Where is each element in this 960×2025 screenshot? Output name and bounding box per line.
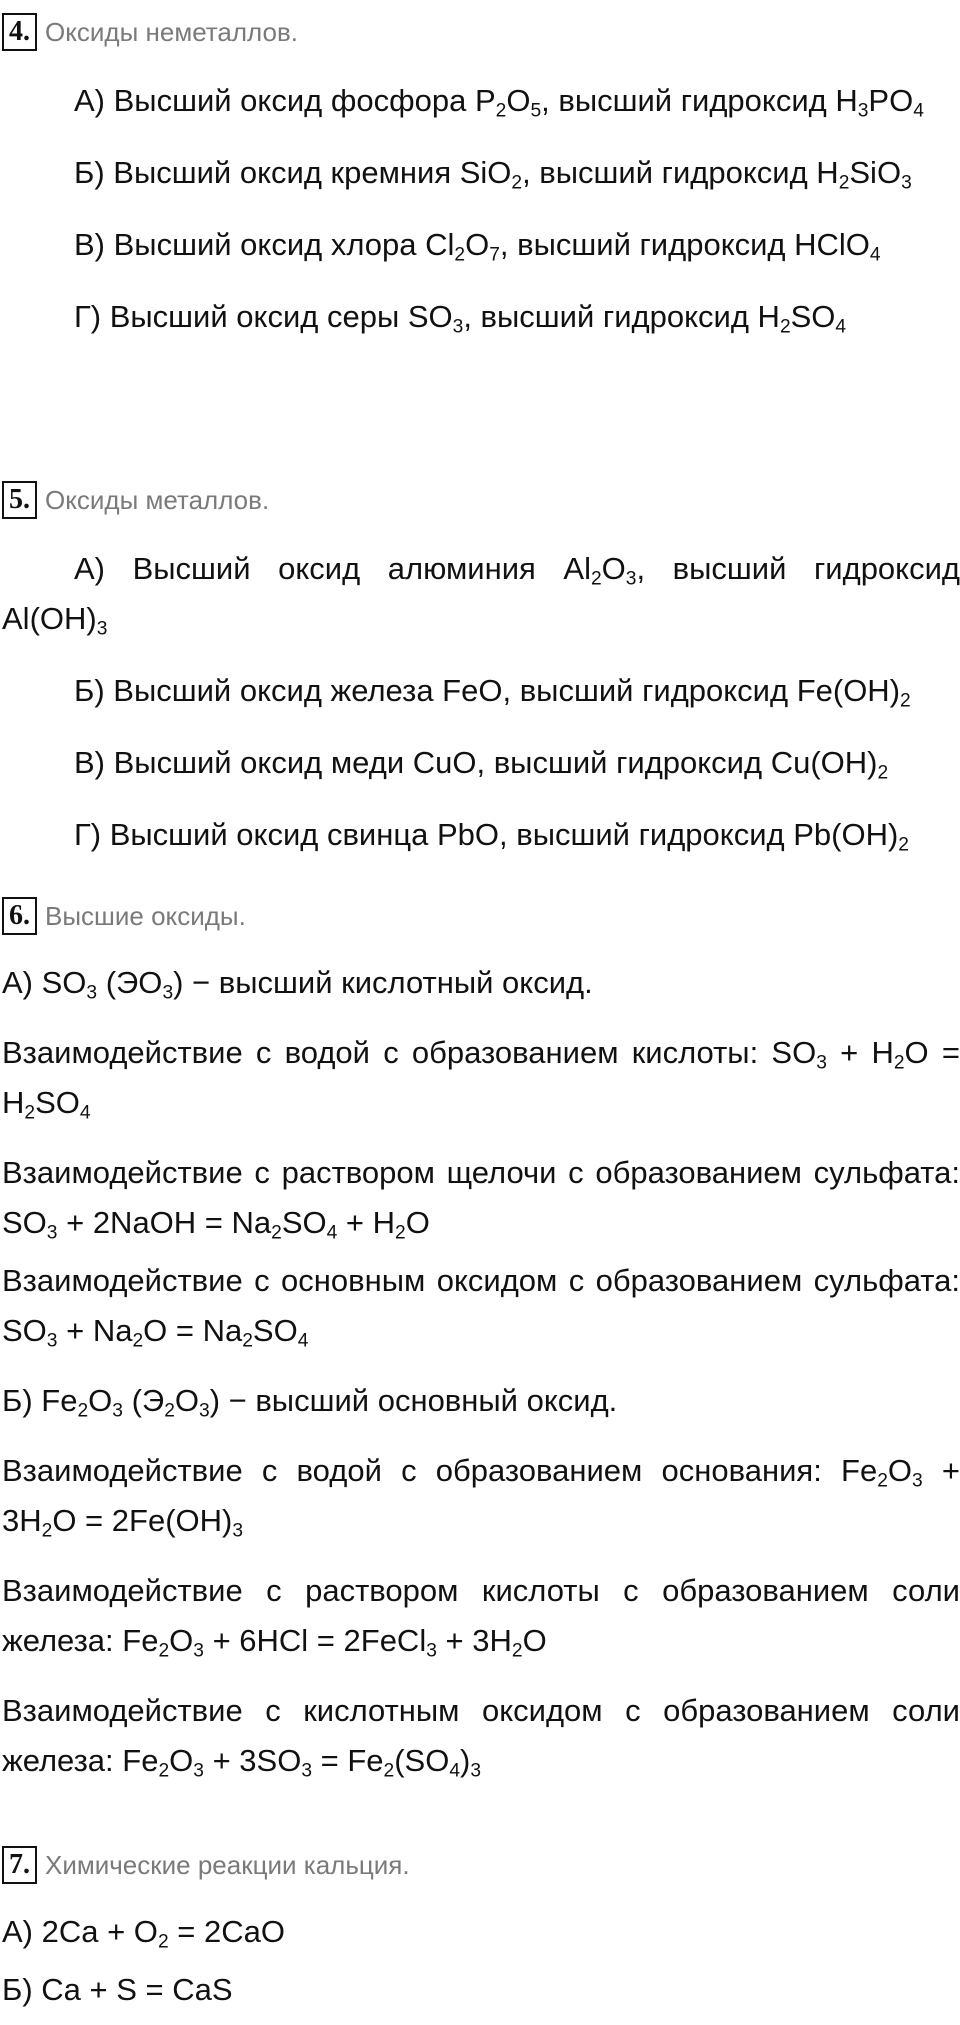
answer-line: Взаимодействие с раствором щелочи с образованием сульфата: $SO_3$ + 2NaOH = $Na_2SO_4 + H_2O$ — [2, 1155, 960, 1244]
answer-line: А) $SO_3$ $(ЭO_3)$ − высший кислотный оксид. — [2, 965, 593, 1004]
section-header — [2, 1843, 960, 1887]
answer-line: Взаимодействие с водой с образованием основания: $Fe_2O_3 + 3H_2O = 2Fe(OH)_3$ — [2, 1453, 960, 1542]
section-4 — [2, 10, 960, 342]
answer-line: А) Высший оксид алюминия $Al_2O_3$, высший гидроксид $Al(OH)_3$ — [2, 551, 960, 640]
section-header — [2, 10, 960, 54]
section-5 — [2, 478, 960, 860]
section-title: Высшие оксиды. — [45, 900, 246, 931]
answer-line: В) Высший оксид меди CuO, высший гидроксид $Cu(OH)_2$ — [74, 745, 889, 784]
section-6 — [2, 894, 960, 1786]
answer-line: Г) Высший оксид свинца PbO, высший гидроксид $Pb(OH)_2$ — [74, 817, 909, 856]
section-number-box: 5. — [2, 481, 37, 519]
section-header — [2, 478, 960, 522]
answer-line: Б) Высший оксид железа FeO, высший гидроксид $Fe(OH)_2$ — [74, 673, 911, 712]
section-header — [2, 894, 960, 938]
answer-line: А) $2Ca + O_2 = 2CaO$ — [2, 1914, 285, 1953]
section-title: Оксиды металлов. — [45, 484, 270, 515]
section-title: Оксиды неметаллов. — [45, 16, 298, 47]
section-title: Химические реакции кальция. — [45, 1849, 410, 1880]
answer-line: Б) Ca + S = CaS — [2, 1972, 233, 2007]
answer-line: Б) Высший оксид кремния SiO$_2$, высший гидроксид $H_2SiO_3$ — [74, 155, 912, 194]
section-number-box: 4. — [2, 13, 37, 51]
answer-line: Взаимодействие с кислотным оксидом с образованием соли железа: $Fe_2O_3 + 3SO_3 = Fe_2(SO_4)_3$ — [2, 1693, 960, 1782]
answer-line: Б) $Fe_2O_3$ $(Э_2O_3)$ − высший основный оксид. — [2, 1383, 618, 1422]
answer-line: Взаимодействие с основным оксидом с образованием сульфата: $SO_3 + Na_2O = Na_2SO_4$ — [2, 1263, 960, 1352]
section-number-box: 7. — [2, 1846, 37, 1884]
section-number-box: 6. — [2, 897, 37, 935]
answer-line: Взаимодействие с водой с образованием кислоты: $SO_3 + H_2O = H_2SO_4$ — [2, 1035, 960, 1124]
answer-line: Г) Высший оксид серы $SO_3$, высший гидроксид $H_2SO_4$ — [74, 299, 847, 338]
section-7 — [2, 1843, 960, 2015]
answer-line: Взаимодействие с раствором кислоты с образованием соли железа: $Fe_2O_3 + 6HCl$ = 2FeCl$_3$ + $3H_2O$ — [2, 1573, 960, 1662]
answer-line: В) Высший оксид хлора $Cl_2O_7$, высший гидроксид HClO$_4$ — [74, 227, 881, 266]
answer-line: А) Высший оксид фосфора $P_2O_5$, высший гидроксид $H_3PO_4$ — [74, 83, 924, 122]
